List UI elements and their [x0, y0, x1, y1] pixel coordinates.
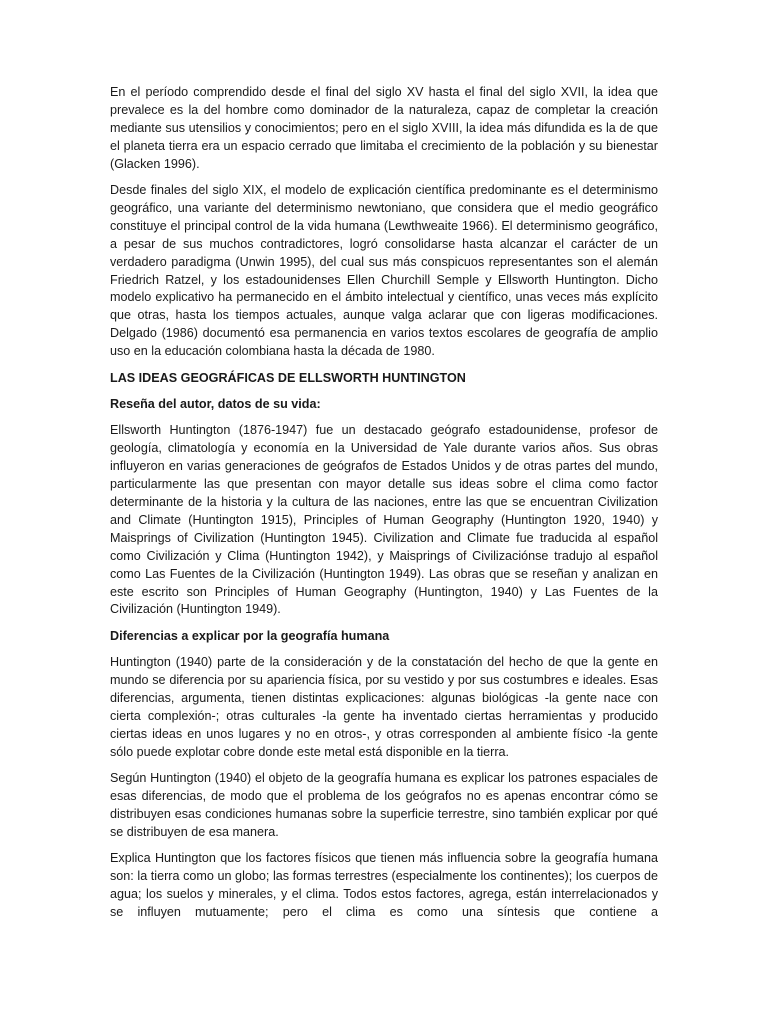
- paragraph-determinism: Desde finales del siglo XIX, el modelo de explicación científica predominante es el determinismo geográfico, una variante del determinismo newtoniano, que considera que el medio geográfico constituye el principal control de la vida humana (Lewthweaite 1966). El determinismo geográfico, a pesar de sus muchos contradictores, logró consolidarse hasta alcanzar el carácter de un verdadero paradigma (Unwin 1995), del cual sus más conspicuos representantes son el alemán Friedrich Ratzel, y los estadounidenses Ellen Churchill Semple y Ellsworth Huntington. Dicho modelo explicativo ha permanecido en el ámbito intelectual y científico, unas veces más explícito que otras, hasta los tiempos actuales, aunque valga aclarar que con ligeras modificaciones. Delgado (1986) documentó esa permanencia en varios textos escolares de geografía de amplio uso en la educación colombiana hasta la década de 1980.: [110, 183, 658, 359]
- subsection-heading-differences: Diferencias a explicar por la geografía humana: [110, 628, 390, 643]
- paragraph-author-bio: Ellsworth Huntington (1876-1947) fue un destacado geógrafo estadounidense, profesor de geología, climatología y economía en la Universidad de Yale durante varios años. Sus obras influyeron en varias generaciones de geógrafos de Estados Unidos y de otras partes del mundo, particularmente las que presentan con mayor detalle sus ideas sobre el clima como factor determinante de la historia y la cultura de las naciones, entre las que se encuentran Civilization and Climate (Huntington 1915), Principles of Human Geography (Huntington 1920, 1940) y Maisprings of Civilization (Huntington 1945). Civilization and Climate fue traducida al español como Civilización y Clima (Huntington 1942), y Maisprings of Civilizaciónse tradujo al español como Las Fuentes de la Civilización (Huntington 1949). Las obras que se reseñan y analizan en este escrito son Principles of Human Geography (Huntington, 1940) y Las Fuentes de la Civilización (Huntington 1949).: [110, 423, 658, 617]
- section-heading: LAS IDEAS GEOGRÁFICAS DE ELLSWORTH HUNTINGTON: [110, 370, 466, 385]
- subsection-heading-author: Reseña del autor, datos de su vida:: [110, 397, 321, 411]
- document-page: [110, 84, 658, 922]
- paragraph-differences: Huntington (1940) parte de la consideración y de la constatación del hecho de que la gente en mundo se diferencia por su apariencia física, por su vestido y por sus costumbres e ideales. Esas diferencias, argumenta, tienen distintas explicaciones: algunas biológicas -la gente nace con cierta complexión-; otras culturales -la gente ha inventado ciertas herramientas y producido ciertas ideas en unos lugares y no en otros-, y otras corresponden al ambiente físico -la gente sólo puede explotar cobre donde este metal está disponible en la tierra.: [110, 655, 658, 759]
- paragraph-factors: Explica Huntington que los factores físicos que tienen más influencia sobre la geografía humana son: la tierra como un globo; las formas terrestres (especialmente los continentes); los cuerpos de agua; los suelos y minerales, y el clima. Todos estos factores, agrega, están interrelacionados y se influyen mutuamente; pero el clima es como una síntesis que contiene a: [110, 851, 658, 920]
- paragraph-intro: En el período comprendido desde el final del siglo XV hasta el final del siglo XVII, la idea que prevalece es la del hombre como dominador de la naturaleza, capaz de completar la creación mediante sus utensilios y conocimientos; pero en el siglo XVIII, la idea más difundida es la de que el planeta tierra era un espacio cerrado que limitaba el crecimiento de la población y su bienestar (Glacken 1996).: [110, 85, 658, 171]
- paragraph-object: Según Huntington (1940) el objeto de la geografía humana es explicar los patrones espaciales de esas diferencias, de modo que el problema de los geógrafos no es apenas encontrar cómo se distribuyen esas condiciones humanas sobre la superficie terrestre, sino también explicar por qué se distribuyen de esa manera.: [110, 771, 658, 839]
